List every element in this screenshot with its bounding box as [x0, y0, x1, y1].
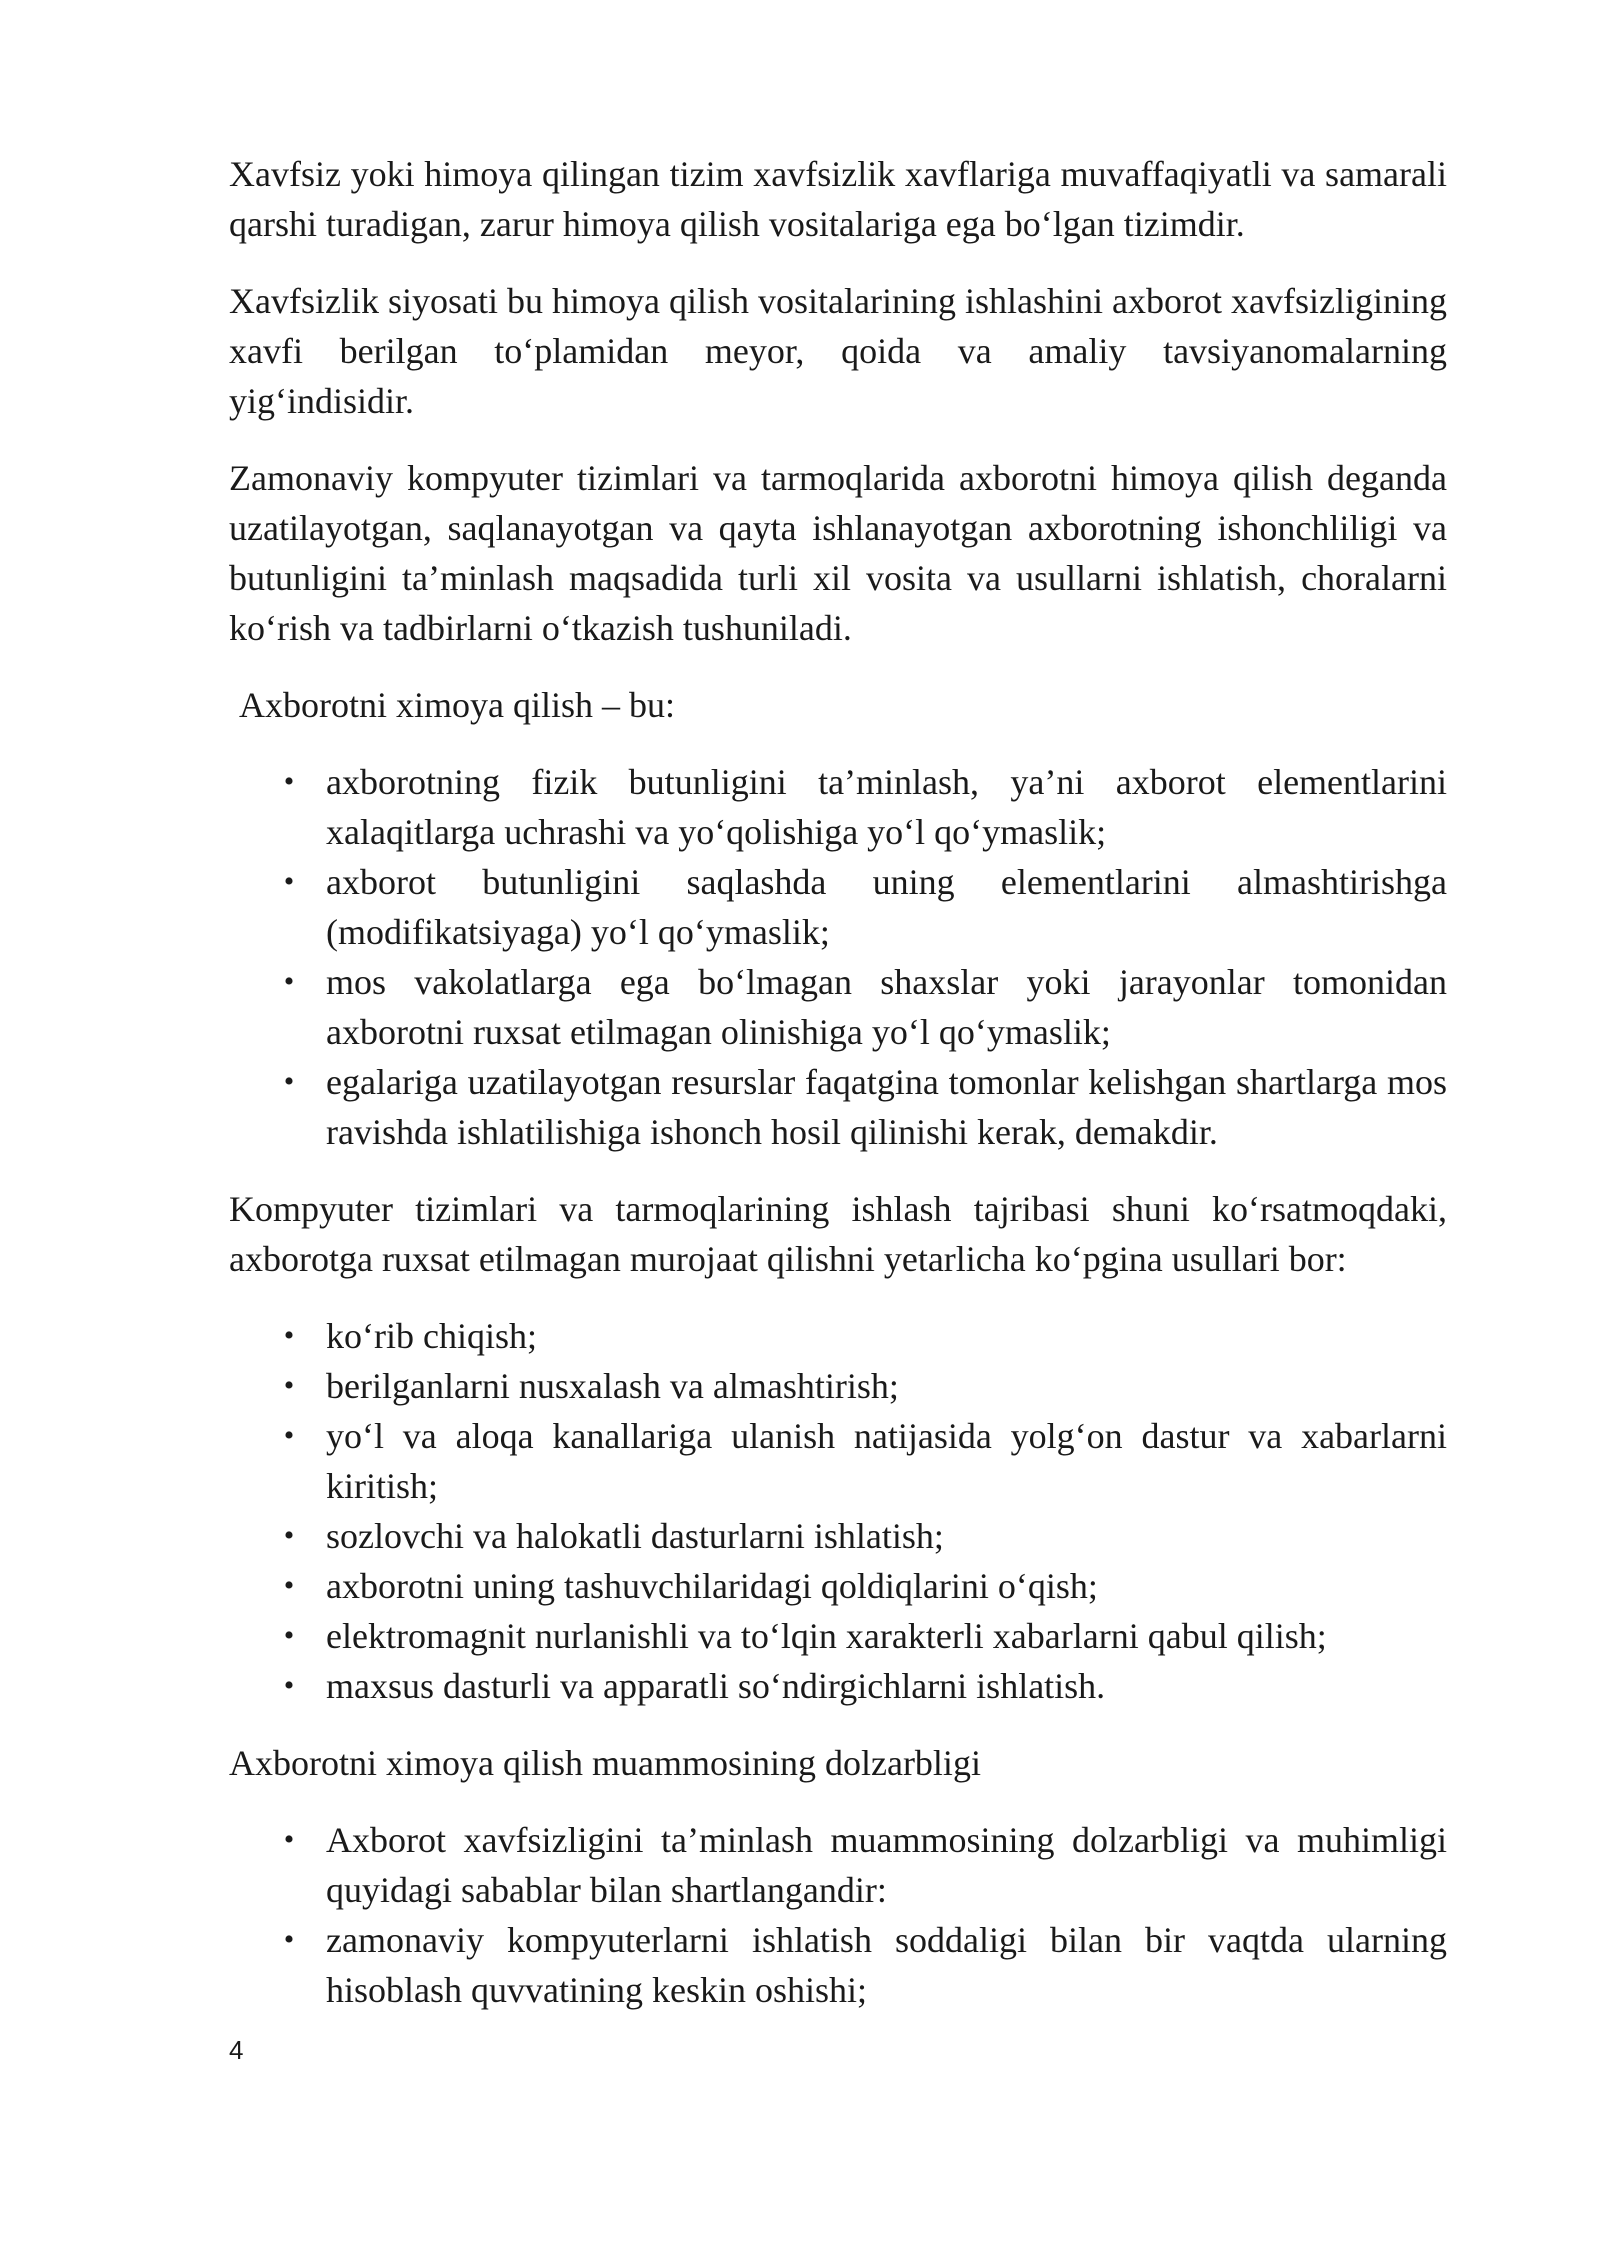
list-item-text: maxsus dasturli va apparatli so‘ndirgichlarni ishlatish. [326, 1666, 1106, 1706]
paragraph-protection-definition: Axborotni ximoya qilish – bu: [239, 685, 675, 725]
list-item-text: ko‘rib chiqish; [326, 1316, 537, 1356]
list-item [229, 1561, 1447, 1611]
list-item [229, 1611, 1447, 1661]
list-item-text: mos vakolatlarga ega bo‘lmagan shaxslar yoki jarayonlar tomonidan axborotni ruxsat etilmagan olinishiga yo‘l qo‘ymaslik; [326, 962, 1447, 1052]
paragraph-unauthorized-access: Kompyuter tizimlari va tarmoqlarining ishlash tajribasi shuni ko‘rsatmoqdaki, axborotga ruxsat etilmagan murojaat qilishni yetarlicha ko‘pgina usullari bor: [229, 1189, 1447, 1279]
bullet-icon: • [283, 1619, 295, 1652]
list-item [229, 1661, 1447, 1711]
list-item [229, 1915, 1447, 2015]
list-item-text: zamonaviy kompyuterlarni ishlatish soddaligi bilan bir vaqtda ularning hisoblash quvvatining keskin oshishi; [326, 1920, 1447, 2010]
list-item-text: berilganlarni nusxalash va almashtirish; [326, 1366, 899, 1406]
list-item [229, 1311, 1447, 1361]
bullet-icon: • [283, 1319, 295, 1352]
bullet-icon: • [283, 1369, 295, 1402]
paragraph-security-policy: Xavfsizlik siyosati bu himoya qilish vositalarining ishlashini axborot xavfsizligining xavfi berilgan to‘plamidan meyor, qoida va amaliy tavsiyanomalarning yig‘indisidir. [229, 281, 1447, 421]
list-item-text: axborotni uning tashuvchilaridagi qoldiqlarini o‘qish; [326, 1566, 1098, 1606]
list-item [229, 1511, 1447, 1561]
bullet-icon: • [283, 1419, 295, 1452]
bullet-icon: • [283, 1519, 295, 1552]
access-methods-list [229, 1311, 1447, 1711]
list-item [229, 857, 1447, 957]
bullet-icon: • [283, 1669, 295, 1702]
bullet-icon: • [283, 1569, 295, 1602]
list-item-text: egalariga uzatilayotgan resurslar faqatgina tomonlar kelishgan shartlarga mos ravishda ishlatilishiga ishonch hosil qilinishi kerak, demakdir. [326, 1062, 1447, 1152]
list-item-text: elektromagnit nurlanishli va to‘lqin xarakterli xabarlarni qabul qilish; [326, 1616, 1327, 1656]
bullet-icon: • [283, 965, 295, 998]
page-number: 4 [229, 2035, 244, 2065]
list-item-text: Axborot xavfsizligini ta’minlash muammosining dolzarbligi va muhimligi quyidagi sabablar bilan shartlangandir: [326, 1820, 1447, 1910]
relevance-reasons-list [229, 1815, 1447, 2015]
list-item [229, 1411, 1447, 1511]
bullet-icon: • [283, 1823, 295, 1856]
paragraph-secure-system: Xavfsiz yoki himoya qilingan tizim xavfsizlik xavflariga muvaffaqiyatli va samarali qarshi turadigan, zarur himoya qilish vositalariga ega bo‘lgan tizimdir. [229, 154, 1447, 244]
paragraph-problem-relevance: Axborotni ximoya qilish muammosining dolzarbligi [229, 1743, 981, 1783]
bullet-icon: • [283, 765, 295, 798]
list-item-text: yo‘l va aloqa kanallariga ulanish natijasida yolg‘on dastur va xabarlarni kiritish; [326, 1416, 1447, 1506]
list-item [229, 957, 1447, 1057]
bullet-icon: • [283, 1923, 295, 1956]
list-item [229, 1361, 1447, 1411]
paragraph-information-protection: Zamonaviy kompyuter tizimlari va tarmoqlarida axborotni himoya qilish deganda uzatilayotgan, saqlanayotgan va qayta ishlanayotgan axborotning ishonchliligi va butunligini ta’minlash maqsadida turli xil vosita va usullarni ishlatish, choralarni ko‘rish va tadbirlarni o‘tkazish tushuniladi. [229, 458, 1447, 648]
bullet-icon: • [283, 1065, 295, 1098]
page-body [229, 149, 1447, 2042]
list-item [229, 757, 1447, 857]
list-item [229, 1815, 1447, 1915]
bullet-icon: • [283, 865, 295, 898]
list-item-text: axborot butunligini saqlashda uning elementlarini almashtirishga (modifikatsiyaga) yo‘l qo‘ymaslik; [326, 862, 1447, 952]
protection-goals-list [229, 757, 1447, 1157]
list-item [229, 1057, 1447, 1157]
list-item-text: sozlovchi va halokatli dasturlarni ishlatish; [326, 1516, 944, 1556]
list-item-text: axborotning fizik butunligini ta’minlash, ya’ni axborot elementlarini xalaqitlarga uchrashi va yo‘qolishiga yo‘l qo‘ymaslik; [326, 762, 1447, 852]
